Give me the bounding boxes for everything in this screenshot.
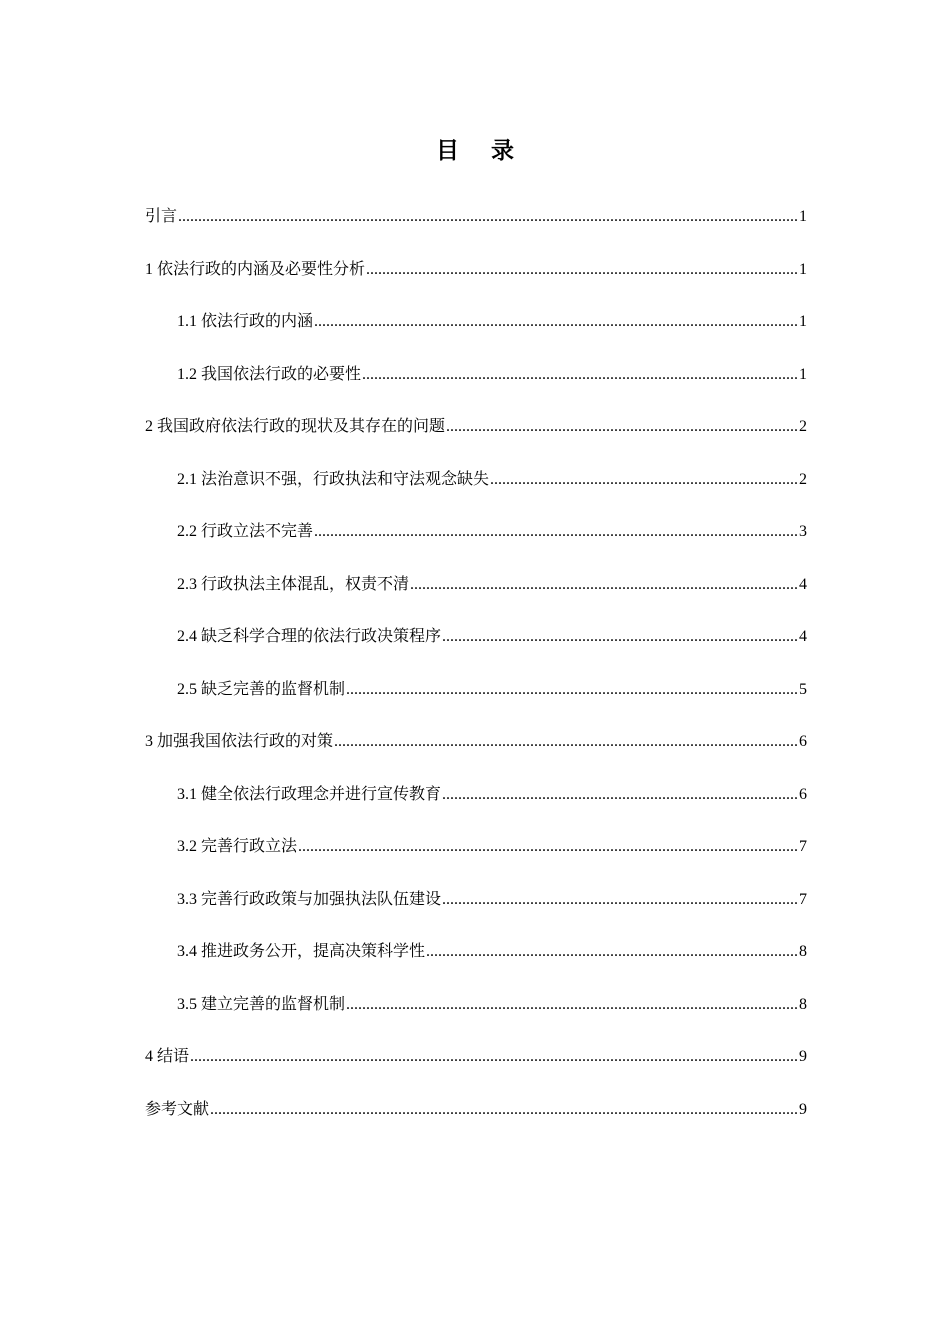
toc-dot-leader [410, 571, 798, 599]
toc-entry[interactable] [145, 938, 807, 991]
toc-entry-label: 参考文献 [145, 1100, 210, 1118]
toc-entry-label: 2.1 法治意识不强，行政执法和守法观念缺失 [177, 470, 490, 488]
toc-entry-page: 3 [799, 523, 807, 540]
toc-dot-leader [178, 203, 798, 231]
toc-dot-leader [314, 308, 798, 336]
toc-list [145, 203, 807, 1148]
toc-entry-page: 8 [799, 995, 807, 1013]
toc-dot-leader [366, 256, 798, 284]
toc-dot-leader [190, 1043, 798, 1071]
toc-dot-leader [346, 676, 798, 704]
toc-dot-leader [210, 1096, 798, 1124]
toc-entry[interactable] [145, 466, 807, 519]
toc-dot-leader [334, 728, 798, 756]
toc-entry-page: 1 [799, 313, 807, 330]
toc-dot-leader [446, 413, 798, 441]
toc-entry-label: 2.4 缺乏科学合理的依法行政决策程序 [177, 628, 442, 645]
toc-entry[interactable] [145, 728, 807, 781]
toc-dot-leader [362, 361, 798, 389]
toc-entry-page: 2 [799, 418, 807, 435]
toc-entry-page: 1 [799, 208, 807, 225]
toc-dot-leader [426, 938, 798, 966]
toc-entry-page: 2 [799, 470, 807, 488]
toc-dot-leader [442, 781, 798, 809]
toc-entry-label: 3.5 建立完善的监督机制 [177, 995, 346, 1013]
toc-entry[interactable] [145, 203, 807, 256]
toc-entry-page: 5 [799, 680, 807, 698]
toc-entry-label: 4 结语 [145, 1048, 190, 1065]
toc-entry-label: 2.5 缺乏完善的监督机制 [177, 680, 346, 698]
toc-entry[interactable] [145, 833, 807, 886]
toc-dot-leader [442, 623, 798, 651]
toc-entry-page: 7 [799, 890, 807, 908]
toc-dot-leader [442, 886, 798, 914]
toc-entry-page: 1 [799, 260, 807, 278]
toc-entry-page: 4 [799, 575, 807, 593]
toc-entry[interactable] [145, 781, 807, 834]
toc-entry-label: 1.1 依法行政的内涵 [177, 313, 314, 330]
toc-entry[interactable] [145, 1043, 807, 1096]
toc-entry-page: 8 [799, 943, 807, 960]
toc-entry-label: 3 加强我国依法行政的对策 [145, 733, 334, 750]
toc-title: 目 录 [435, 138, 526, 164]
toc-dot-leader [490, 466, 798, 494]
toc-entry[interactable] [145, 413, 807, 466]
toc-entry-label: 引言 [145, 208, 178, 225]
toc-entry-label: 2.2 行政立法不完善 [177, 523, 314, 540]
toc-dot-leader [346, 991, 798, 1019]
toc-entry-label: 2.3 行政执法主体混乱，权责不清 [177, 575, 410, 593]
toc-entry[interactable] [145, 308, 807, 361]
toc-entry-page: 7 [799, 838, 807, 855]
toc-entry-label: 3.2 完善行政立法 [177, 838, 298, 855]
toc-entry-page: 1 [799, 365, 807, 383]
toc-entry-label: 1.2 我国依法行政的必要性 [177, 365, 362, 383]
toc-entry[interactable] [145, 623, 807, 676]
toc-entry[interactable] [145, 518, 807, 571]
toc-entry[interactable] [145, 676, 807, 729]
toc-entry[interactable] [145, 991, 807, 1044]
toc-dot-leader [314, 518, 798, 546]
toc-entry[interactable] [145, 256, 807, 309]
toc-entry[interactable] [145, 1096, 807, 1149]
toc-entry-page: 9 [799, 1048, 807, 1065]
toc-entry-label: 3.1 健全依法行政理念并进行宣传教育 [177, 785, 442, 803]
toc-entry-page: 4 [799, 628, 807, 645]
toc-entry-page: 9 [799, 1100, 807, 1118]
toc-entry[interactable] [145, 886, 807, 939]
toc-entry-label: 3.3 完善行政政策与加强执法队伍建设 [177, 890, 442, 908]
toc-entry-label: 2 我国政府依法行政的现状及其存在的问题 [145, 418, 446, 435]
toc-entry[interactable] [145, 361, 807, 414]
toc-entry-label: 3.4 推进政务公开，提高决策科学性 [177, 943, 426, 960]
toc-dot-leader [298, 833, 798, 861]
toc-entry-label: 1 依法行政的内涵及必要性分析 [145, 260, 366, 278]
toc-entry[interactable] [145, 571, 807, 624]
toc-entry-page: 6 [799, 785, 807, 803]
toc-entry-page: 6 [799, 733, 807, 750]
